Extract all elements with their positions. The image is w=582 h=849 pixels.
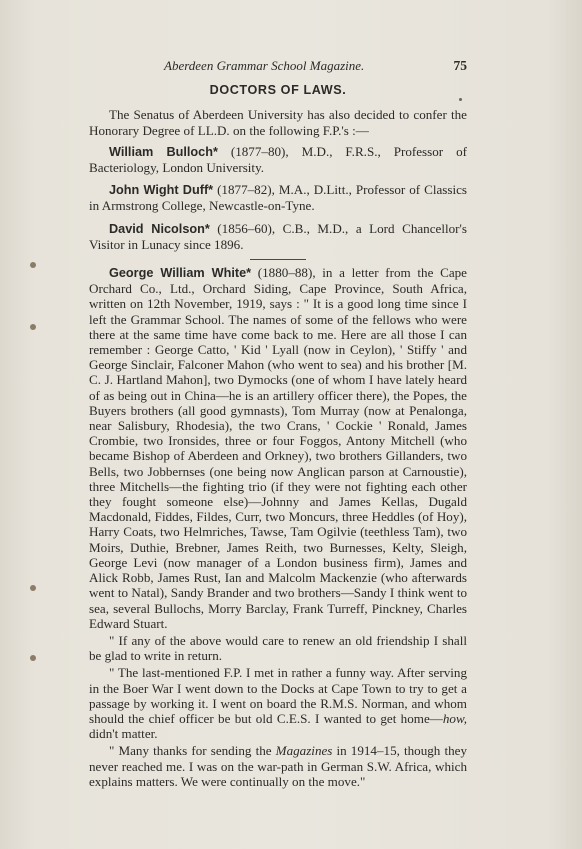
binding-hole (30, 262, 36, 268)
letter-emphasis: how, (442, 710, 467, 726)
honoree-name: John Wight Duff* (109, 183, 214, 198)
honoree-details: (1877–82), M.A., D.Litt., Professor of Classics in Armstrong College, Newcastle-on-Tyne. (89, 182, 467, 214)
binding-hole (30, 324, 36, 330)
section-divider (250, 259, 306, 260)
section-heading: DOCTORS OF LAWS. (209, 83, 347, 98)
letter-section (89, 265, 467, 789)
page-content (89, 58, 467, 791)
honoree-name: David Nicolson* (109, 221, 210, 236)
letter-text: didn't matter. (89, 726, 158, 742)
letter-paragraph (89, 265, 467, 631)
letter-author: George William White* (109, 266, 252, 281)
letter-paragraph: " If any of the above would care to renew an old friendship I shall be glad to write in return. (89, 632, 467, 664)
honoree-entry (89, 182, 467, 213)
letter-text: " The last-mentioned F.P. I met in rather a funny way. After serving in the Boer War I went down to the Docks at Cape Town to try to get a passage by working it. I went on board the R.M.S. Norman, and whom should the chief officer be but old C.E.S. I wanted to get home— (89, 665, 467, 726)
letter-paragraph (89, 743, 467, 789)
letter-paragraph (89, 665, 467, 741)
letter-text: in 1914–15, though they never reached me. I was on the war-path in German S.W. Africa, which explains matters. We were continually on the move." (89, 743, 467, 789)
honoree-entry (89, 144, 467, 175)
binding-hole (30, 585, 36, 591)
honoree-details: (1856–60), C.B., M.D., a Lord Chancellor's Visitor in Lunacy since 1896. (89, 220, 467, 252)
running-header (89, 58, 467, 73)
binding-hole (30, 655, 36, 661)
letter-emphasis: Magazines (275, 743, 333, 759)
letter-text: (1880–88), in a letter from the Cape Orchard Co., Ltd., Orchard Siding, Cape Province, South Africa, written on 12th November, 1919, says : " It is a good long time since I left the Grammar School. The names of some of the fellows who were there at the same time have come back to me. Here are all those I can remember : George Catto, ' Kid ' Lyall (now in Ceylon), ' Stiffy ' and George Sinclair, Falconer Mahon (who went to sea) and his brother [M. C. J. Hartland Mahon], two Dymocks (one of whom I have lately heard of as being out in China—he is an artillery officer there), the Popes, the Buyers brothers (all good gymnasts), Tom Murray (now at Penalonga, near Salisbury, Rhodesia), the two Crans, ' Cockie ' Ronald, James Crombie, two Ironsides, three or four Foggos, Antony Mitchell (who became Bishop of Aberdeen and Orkney), two brothers Gillanders, two Bells, two Jobbernses (one being now Anglican parson at Carnoustie), three Mitchells—the fighting trio (if they were not fighting each other they fought someone else)—Johnny and James Kellas, Dugald Macdonald, Fiddes, Fildes, Curr, two Moncurs, three Heddles (of Hoy), Harry Coats, two Helmriches, Tawse, Tam Ogilvie (teethless Tam), two Moirs, Duthie, Brebner, James Reith, two Burnesses, Kelty, Sleigh, George Levi (now manager of a London business firm), James and Alick Robb, James Rust, Ian and Malcolm Mackenzie (who afterwards went to Natal), Sandy Brander and two brothers—Sandy I think went to sea, several Bullochs, Morry Barclay, Frank Turreff, Pinckney, Charles Edward Stuart. (89, 265, 467, 631)
honoree-name: William Bulloch* (109, 144, 218, 159)
letter-text: " Many thanks for sending the (109, 743, 276, 759)
page-number: 75 (453, 58, 467, 73)
honoree-entry (89, 221, 467, 252)
intro-paragraph: The Senatus of Aberdeen University has also decided to confer the Honorary Degree of LL.D. on the following F.P.'s :— (89, 107, 467, 138)
magazine-title: Aberdeen Grammar School Magazine. (164, 58, 365, 73)
honoree-details: (1877–80), M.D., F.R.S., Professor of Bacteriology, London University. (89, 143, 467, 176)
